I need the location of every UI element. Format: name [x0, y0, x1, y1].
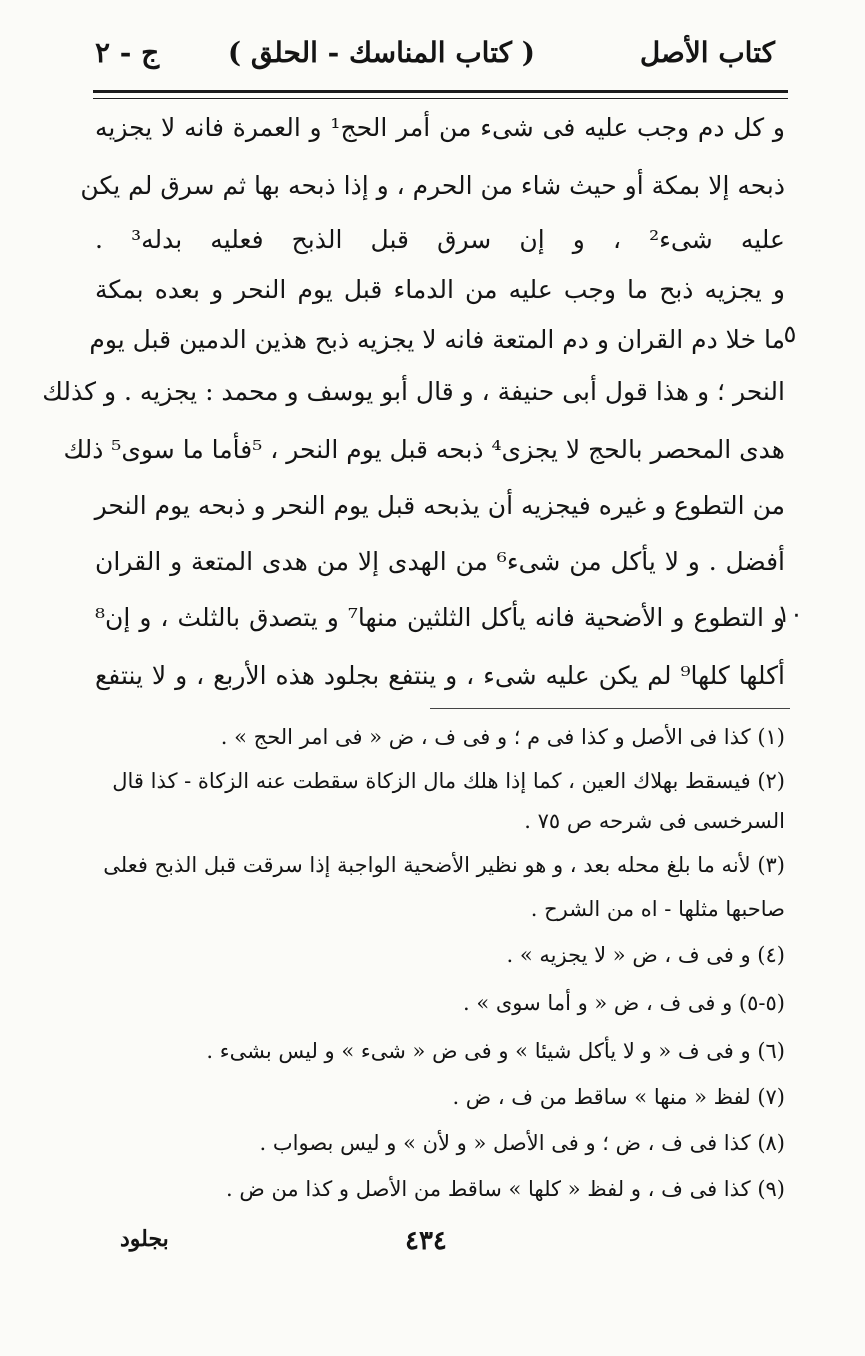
- text-line: و يجزيه ذبح ما وجب عليه من الدماء قبل يوم النحر و بعده بمكة: [95, 275, 785, 304]
- footnote: (١) كذا فى الأصل و كذا فى م ؛ و فى ف ، ض « فى امر الحج » .: [220, 725, 785, 749]
- footnote-continuation: صاحبها مثلها - اه من الشرح .: [530, 897, 785, 921]
- header-rule-thin: [93, 98, 788, 99]
- footnote: (٣) لأنه ما بلغ محله بعد ، و هو نظير الأضحية الواجبة إذا سرقت قبل الذبح فعلى: [103, 853, 785, 877]
- chapter-title: ( كتاب المناسك - الحلق ): [227, 36, 535, 69]
- text-line: عليه شىء² ، و إن سرق قبل الذبح فعليه بدله³ .: [95, 225, 785, 254]
- book-title: كتاب الأصل: [639, 36, 775, 69]
- text-line: ذبحه إلا بمكة أو حيث شاء من الحرم ، و إذا ذبحه بها ثم سرق لم يكن: [80, 171, 785, 200]
- text-line: النحر ؛ و هذا قول أبى حنيفة ، و قال أبو يوسف و محمد : يجزيه . و كذلك: [42, 377, 785, 406]
- header-rule: [93, 90, 788, 93]
- footnote: (٨) كذا فى ف ، ض ؛ و فى الأصل « و لأن » و ليس بصواب .: [259, 1131, 785, 1155]
- text-line: ما خلا دم القران و دم المتعة فانه لا يجزيه ذبح هذين الدمين قبل يوم: [89, 325, 785, 354]
- page-footer: [95, 1226, 785, 1266]
- footnote-separator: [430, 708, 790, 709]
- text-line: من التطوع و غيره فيجزيه أن يذبحه قبل يوم النحر و ذبحه يوم النحر: [94, 491, 785, 520]
- catchword: بجلود: [120, 1226, 169, 1252]
- text-line: أكلها كلها⁹ لم يكن عليه شىء ، و ينتفع بجلود هذه الأربع ، و لا ينتفع: [95, 661, 786, 690]
- line-number: ٥: [783, 320, 797, 348]
- running-header: [95, 36, 775, 86]
- text-line: أفضل . و لا يأكل من شىء⁶ من الهدى إلا من هدى المتعة و القران: [95, 547, 785, 576]
- line-number: ١٠: [777, 600, 803, 628]
- footnote: (٤) و فى ف ، ض « لا يجزيه » .: [506, 943, 785, 967]
- volume-label: ج - ٢: [95, 36, 160, 69]
- text-line: هدى المحصر بالحج لا يجزى⁴ ذبحه قبل يوم النحر ، ⁵فأما ما سوى⁵ ذلك: [63, 435, 785, 464]
- footnote: (٩) كذا فى ف ، و لفظ « كلها » ساقط من الأصل و كذا من ض .: [226, 1177, 785, 1201]
- footnote: (٢) فيسقط بهلاك العين ، كما إذا هلك مال الزكاة سقطت عنه الزكاة - كذا قال: [112, 769, 785, 793]
- text-line: و التطوع و الأضحية فانه يأكل الثلثين منها⁷ و يتصدق بالثلث ، و إن⁸: [95, 603, 785, 632]
- page-number: ٤٣٤: [405, 1226, 447, 1256]
- footnote: (٥-٥) و فى ف ، ض « و أما سوى » .: [463, 991, 785, 1015]
- footnote-continuation: السرخسى فى شرحه ص ٧٥ .: [524, 809, 785, 833]
- footnote: (٦) و فى ف « و لا يأكل شيئا » و فى ض « شىء » و ليس بشىء .: [206, 1039, 785, 1063]
- footnote: (٧) لفظ « منها » ساقط من ف ، ض .: [452, 1085, 785, 1109]
- text-line: و كل دم وجب عليه فى شىء من أمر الحج¹ و العمرة فانه لا يجزيه: [95, 113, 785, 142]
